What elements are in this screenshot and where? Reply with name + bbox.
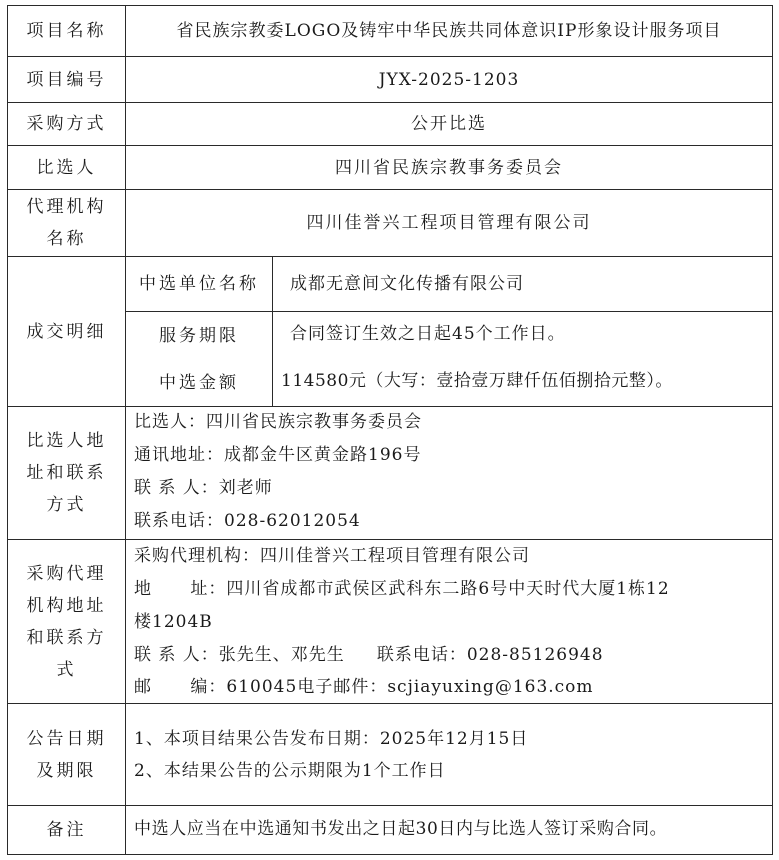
agency-label-line: 名称 [46,229,87,249]
agency-contact-label [8,540,125,703]
remarks-label: 备注 [46,820,87,840]
label-line: 和联系方 [26,627,107,648]
result-announcement-table [7,5,773,855]
agency-contact-line: 联 系 人：张先生、邓先生 联系电话：028-85126948 [134,645,604,665]
selector-contact-line: 通讯地址：成都金牛区黄金路196号 [134,445,422,465]
amount-label: 中选金额 [159,373,239,393]
selector-contact-label [8,407,125,539]
label-line: 机构地址 [26,595,107,616]
period-label: 服务期限 [159,325,239,346]
agency-label-line: 代理机构 [26,197,107,217]
label-line: 公告日期 [26,728,107,749]
winner-label: 中选单位名称 [139,274,259,294]
agency-contact-line: 邮 编：610045电子邮件：scjiayuxing@163.com [134,677,594,697]
rule [7,854,773,855]
selector-contact-line: 联系电话：028-62012054 [134,511,361,531]
label-line: 比选人地 [26,431,107,451]
project-name-label: 项目名称 [26,21,107,41]
agency-label [8,190,125,256]
remarks-value: 中选人应当在中选通知书发出之日起30日内与比选人签订采购合同。 [134,819,668,839]
label-line: 式 [56,659,77,680]
procurement-method-label: 采购方式 [26,114,107,134]
procurement-method-value: 公开比选 [411,114,487,134]
label-line: 及期限 [36,760,97,781]
deal-label: 成交明细 [26,321,107,342]
selector-contact-line: 联 系 人：刘老师 [134,478,273,498]
agency-contact-line: 地 址：四川省成都市武侯区武科东二路6号中天时代大厦1栋12 [134,579,670,599]
rule [772,5,773,855]
agency-value: 四川佳誉兴工程项目管理有限公司 [306,213,592,233]
project-name-value: 省民族宗教委LOGO及铸牢中华民族共同体意识IP形象设计服务项目 [176,21,722,41]
selector-contact-line: 比选人：四川省民族宗教事务委员会 [134,412,422,432]
agency-contact-line: 楼1204B [134,612,213,632]
label-line: 采购代理 [26,563,107,584]
announcement-line: 2、本结果公告的公示期限为1个工作日 [134,761,446,781]
project-number-value: JYX-2025-1203 [378,69,520,90]
rule [272,256,273,406]
label-line: 方式 [46,495,87,515]
label-line: 址和联系 [26,463,107,483]
period-value: 合同签订生效之日起45个工作日。 [290,324,566,344]
announcement-line: 1、本项目结果公告发布日期：2025年12月15日 [134,729,529,749]
winner-value: 成都无意间文化传播有限公司 [290,274,524,294]
announcement-label [8,704,125,805]
project-number-label: 项目编号 [26,69,107,90]
amount-value: 114580元（大写：壹拾壹万肆仟伍佰捌拾元整）。 [281,371,673,391]
agency-contact-line: 采购代理机构：四川佳誉兴工程项目管理有限公司 [134,546,530,566]
selector-label: 比选人 [36,157,97,178]
selector-value: 四川省民族宗教事务委员会 [335,157,563,178]
